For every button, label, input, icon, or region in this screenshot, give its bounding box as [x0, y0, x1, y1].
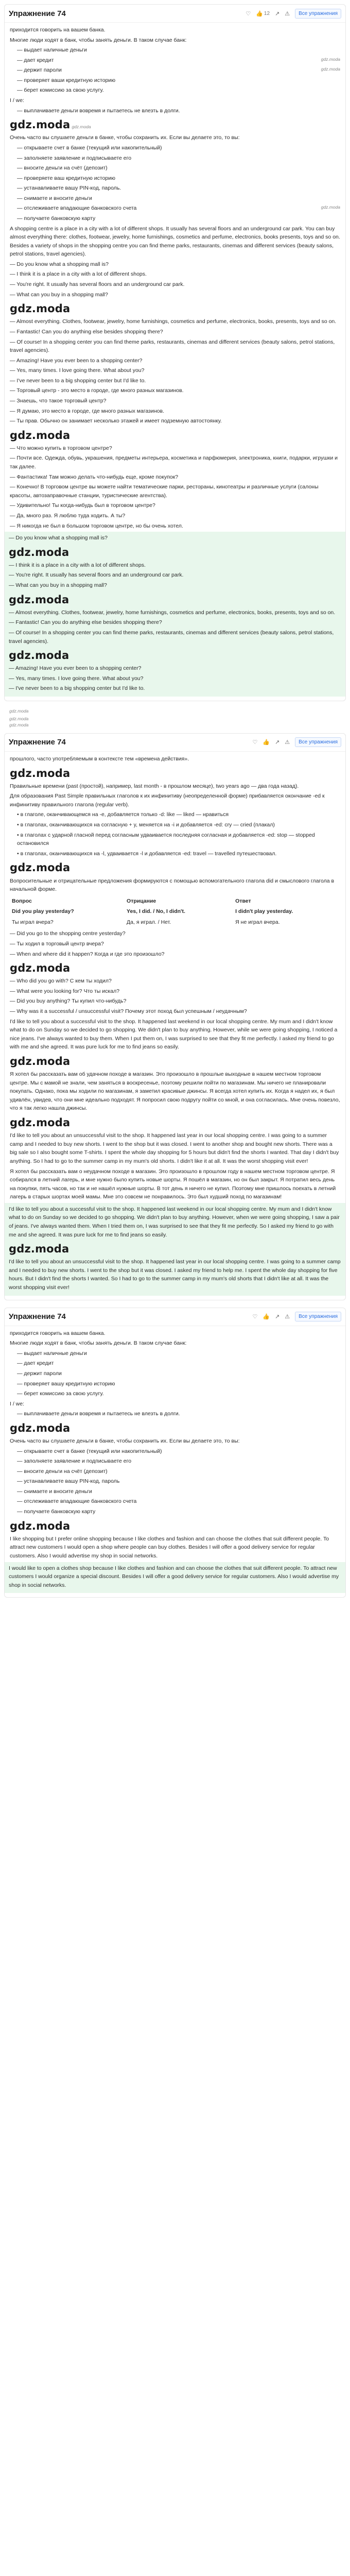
dialog-line: — Да, много раз. Я люблю туда ходить. А ты?: [10, 512, 126, 519]
list-item: — отслеживаете впадающие банковского счета gdz.moda: [17, 205, 340, 212]
watermark: gdz.moda: [10, 861, 71, 874]
all-exercises-button[interactable]: Все упражнения: [295, 737, 341, 747]
card-body: [5, 23, 345, 701]
dialog-line: — Amazing! Have you ever been to a shopping center?: [9, 665, 142, 672]
watermark: gdz.moda: [10, 962, 71, 975]
table-row: Вопрос Отрицание Ответ: [12, 897, 251, 904]
text-line: Очень часто вы слушаете деньги в банке, чтобы сохранить их. Если вы делаете это, то вы:: [10, 1437, 240, 1444]
list-item: — снимаете и вносите деньги: [17, 195, 92, 201]
dialog-line: — Almost everything. Clothes, footwear, jewelry, home furnishings, cosmetics and perfume, electronics, books, presents, toys and so on.: [10, 318, 337, 325]
list-item: — вносите деньги на счёт (депозит): [17, 1468, 108, 1475]
paragraph: I'd like to tell you about a successful visit to the shop. It happened last weekend in our local shopping centre. My mum and I didn't know what to do on Sunday so we decided to go shopping. We didn't plan to buy anything. However, when we were going shopping, I saw a pair of jeans. I've always wanted them. When I tried them on, I was surprised to see that they fit me perfectly. So I asked my friend to go with me and she agreed. It was pure luck for me to find jeans so easily.: [9, 1206, 340, 1238]
dialog-line: — Did you buy anything? Ты купил что-нибудь?: [10, 998, 127, 1005]
like-icon[interactable]: 👍: [262, 1314, 270, 1320]
list-item: — устанавливаете вашу PIN-код, пароль: [17, 1478, 120, 1485]
dialog-line: — Fantastic! Can you do anything else besides shopping there?: [10, 328, 163, 335]
dialog-line: — Amazing! Have you ever been to a shopping center?: [10, 357, 143, 364]
dialog-line: — What were you looking for? Что ты искал?: [10, 988, 120, 994]
dialog-line: — Yes, many times. I love going there. What about you?: [9, 675, 144, 682]
bookmark-icon[interactable]: ♡: [252, 1314, 258, 1320]
watermark: gdz.moda: [10, 302, 71, 315]
dialog-line: — You're right. It usually has several floors and an underground car park.: [10, 281, 185, 288]
watermark: gdz.moda: [9, 708, 29, 714]
like-count: 12: [264, 10, 270, 16]
list-item: — заполняете заявление и подписываете его: [17, 1458, 132, 1465]
all-exercises-button[interactable]: Все упражнения: [295, 1312, 341, 1321]
watermark: gdz.moda: [321, 66, 340, 72]
warning-icon[interactable]: ⚠: [285, 10, 290, 17]
exercise-title: Упражнение 74: [9, 1312, 66, 1321]
highlighted-dialog: [5, 532, 345, 697]
bookmark-icon[interactable]: ♡: [246, 10, 251, 17]
header-icons: [252, 739, 290, 745]
list-item: — выдает наличные деньги: [17, 1350, 87, 1357]
paragraph: A shopping centre is a place in a city with a lot of different shops. It usually has several floors and an underground car park. You can buy almost everything there: clothes, footwear, jewelry, home furnishings, cosmetics and perfume, electronics, books presents, toys and so on. Besides a variety of shops in the shopping centre you can find theme parks, restaurants, cinemas and different services (beauty salons, petrol stations, travel agencies).: [10, 225, 340, 258]
dialog-line: — Удивительно! Ты когда-нибудь был в торговом центре?: [10, 502, 155, 509]
list-item: — выплачиваете деньги вовремя и пытаетесь не влезть в долги.: [17, 1411, 180, 1417]
dialog-line: — Of course! In a shopping center you can find theme parks, restaurants, cinemas and different services (beauty salons, petrol stations, travel agencies).: [10, 338, 335, 354]
header-icons: [252, 1313, 290, 1320]
list-item: — вносите деньги на счёт (депозит): [17, 165, 108, 172]
watermark: gdz.moda: [9, 593, 69, 606]
watermark: gdz.moda gdz.moda: [10, 118, 91, 131]
dialog-line: — Ты ходил в торговый центр вчера?: [10, 941, 104, 947]
list-item: — держит пароли: [17, 1370, 62, 1377]
text-line: приходится говорить на вашем банка.: [10, 27, 106, 33]
text-line: Вопросительные и отрицательные предложения формируются с помощью вспомогательного глагола did и смыслового глагола в начальной форме.: [10, 877, 335, 893]
dialog-line: — Do you know what a shopping mall is?: [9, 535, 108, 541]
text-line: Правильные времени (past (простой), например, last month - в прошлом месяце), two years ago — два года назад).: [10, 783, 299, 789]
watermark: gdz.moda gdz.moda: [9, 716, 29, 727]
list-item: — получаете банковскую карту: [17, 1509, 96, 1515]
text-line: Для образования Past Simple правильных глаголов к их инфинитиву (неопределенной форме) прибавляется окончание -ed к инфинитиву правильного глагола (regular verb).: [10, 793, 325, 808]
card-header: [5, 734, 345, 752]
text-line: I / we:: [10, 97, 25, 104]
list-item: — выплачиваете деньги вовремя и пытаетесь не влезть в долги.: [17, 107, 180, 114]
dialog-line: — Yes, many times. I love going there. What about you?: [10, 367, 145, 374]
paragraph: I'd like to tell you about an unsuccessful visit to the shop. It happened last year in our local shopping centre. I was going to a summer camp and I needed to buy new shorts. I went to the shop but it was closed. I went to another shop and bought new shorts. There was a big sale so I also bought some T-shirts. I spent the whole day shopping for 5 hours but didn't find the shorts I wanted. That day I didn't buy anything. So I had to go to the summer camp in my mum's old shorts. I didn't like it at all. It was the worst shopping visit ever!: [10, 1132, 339, 1164]
list-item: — проверяет вашу кредитную историю: [17, 1380, 115, 1387]
list-item: — выдает наличные деньги: [17, 47, 87, 54]
list-item: — берет комиссию за свою услугу.: [17, 1391, 104, 1397]
dialog-line: — I think it is a place in a city with a lot of different shops.: [9, 562, 146, 568]
dialog-line: — What can you buy in a shopping mall?: [9, 582, 107, 589]
dialog-line: — Знаешь, что такое торговый центр?: [10, 398, 107, 404]
text-line: Многие люди ходят в банк, чтобы занять деньги. В таком случае банк:: [10, 1340, 187, 1347]
dialog-line: — Ты прав. Обычно он занимает несколько этажей и имеет подземную автостоянку.: [10, 418, 222, 425]
list-item: • в глаголах, оканчивающихся на -l, удваивается -l и добавляется -ed: travel — travelled путешествовал.: [17, 850, 277, 857]
share-icon[interactable]: ↗: [275, 1314, 280, 1320]
list-item: — устанавливаете вашу PIN-код, пароль.: [17, 185, 121, 192]
highlighted-story: [5, 1203, 345, 1296]
card-body: [5, 752, 345, 1300]
text-line: Многие люди ходят в банк, чтобы занять деньги. В таком случае банк:: [10, 37, 187, 43]
list-item: — заполняете заявление и подписываете его: [17, 155, 132, 161]
watermark: gdz.moda: [9, 1243, 69, 1256]
dialog-line: — Фантастика! Там можно делать что-нибудь еще, кроме покупок?: [10, 473, 179, 480]
paragraph: I would like to open a clothes shop because I like clothes and fashion and can choose the clothes that suit different people. To attract new customers I would organize a special discount. Besides I will offer a good delivery service for regular customers. Also I would advertise my shop in social networks.: [9, 1565, 339, 1588]
card-header: [5, 5, 345, 23]
dialog-line: — Торговый центр - это место в городе, где много разных магазинов.: [10, 387, 184, 394]
dialog-line: — Almost everything. Clothes, footwear, jewelry, home furnishings, cosmetics and perfume, electronics, books, presents, toys and so on.: [9, 609, 336, 616]
dialog-line: — Конечно! В торговом центре вы можете найти тематические парки, рестораны, кинотеатры и различные услуги (салоны красоты, автозаправочные станции, туристические агентства).: [10, 484, 319, 499]
text-line: Очень часто вы слушаете деньги в банке, чтобы сохранить их. Если вы делаете это, то вы:: [10, 134, 240, 141]
dialog-line: — Do you know what a shopping mall is?: [10, 261, 109, 267]
grammar-table: [10, 896, 340, 928]
paragraph: Я хотел бы рассказать вам об удачном походе в магазин. Это произошло в прошлые выходные в нашем местном торговом центре. Мы с мамой не знали, чем заняться в воскресенье, поэтому решили пойти по магазинам. Мы ничего не планировали покупать. Однако, пока мы ходили по магазинам, я заметил красивые джинсы. Я всегда хотел купить их. Когда я надел их, я был удивлён, увидев, что они мне идеально подходят. Я попросил свою подругу пойти со мной, и она согласилась. Мне очень повезло, что я так легко нашла джинсы.: [10, 1071, 340, 1112]
exercise-title: Упражнение 74: [9, 738, 66, 747]
dialog-line: — Why was it a successful / unsuccessful visit? Почему этот поход был успешным / неудачным?: [10, 1008, 247, 1015]
list-item: — получаете банковскую карту: [17, 215, 96, 222]
share-icon[interactable]: ↗: [275, 739, 280, 746]
watermark: gdz.moda: [10, 429, 71, 442]
card-body: [5, 1326, 345, 1598]
exercise-card-1: [4, 4, 346, 701]
all-exercises-button[interactable]: Все упражнения: [295, 9, 341, 19]
list-item: — берет комиссию за свою услугу.: [17, 87, 104, 94]
text-line: I / we:: [10, 1400, 25, 1407]
dialog-line: — When and where did it happen? Когда и где это произошло?: [10, 951, 165, 957]
paragraph: I'd like to tell you about an unsuccessful visit to the shop. It happened last year in our local shopping centre. I was going to a summer camp and I needed to buy new shorts. I went to the shop but it was closed. I asked my friend to help me. I spent the whole day shopping for five hours. But I didn't find the shorts I wanted. So I had to go to the summer camp in my mum's old shorts that I didn't like at all. It was the worst shopping visit ever!: [9, 1259, 341, 1291]
paragraph: I like shopping but I prefer online shopping because I like clothes and fashion and can choose the clothes that suit different people. To attract new customers I would open a shop where people can buy clothes. Besides I will offer a good delivery service for regular customers. Also I would advertise my shop in social networks.: [10, 1535, 329, 1559]
dialog-line: — You're right. It usually has several floors and an underground car park.: [9, 572, 184, 579]
warning-icon[interactable]: ⚠: [285, 739, 290, 746]
dialog-line: — Что можно купить в торговом центре?: [10, 445, 112, 451]
list-item: — дает кредит gdz.moda: [17, 56, 340, 63]
list-item: • в глаголе, оканчивающемся на -e, добавляется только -d: like — liked — нравиться: [17, 811, 229, 818]
dialog-line: — What can you buy in a shopping mall?: [10, 291, 108, 298]
watermark: gdz.moda: [10, 1519, 71, 1532]
watermark: gdz.moda: [321, 56, 340, 62]
dialog-line: — Я думаю, это место в городе, где много разных магазинов.: [10, 408, 164, 414]
warning-icon[interactable]: ⚠: [285, 1314, 290, 1320]
list-item: — проверяете ваш кредитную историю: [17, 175, 115, 181]
exercise-card-2: [4, 733, 346, 1300]
list-item: — держит пароли gdz.moda: [17, 66, 340, 74]
watermark: gdz.moda: [9, 649, 69, 662]
dialog-line: — Did you go to the shopping centre yesterday?: [10, 930, 126, 937]
table-row: Did you play yesterday? Yes, I did. / No, I didn't. I didn't play yesterday.: [12, 908, 293, 915]
watermark: gdz.moda: [10, 767, 71, 779]
exercise-card-3: [4, 1308, 346, 1598]
watermark: gdz.moda: [10, 1055, 71, 1067]
dialog-line: — I think it is a place in a city with a lot of different shops.: [10, 271, 147, 278]
header-icons: [246, 10, 290, 17]
list-item: — открываете счет в банке (текущий или накопительный): [17, 1448, 162, 1454]
list-item: — дает кредит: [17, 1360, 54, 1367]
dialog-line: — I've never been to a big shopping center but I'd like to.: [10, 377, 146, 384]
table-row: Ты играл вчера? Да, я играл. / Нет. Я не играл вчера.: [12, 919, 280, 925]
dialog-line: — Почти все. Одежда, обувь, украшения, предметы интерьера, косметика и парфюмерия, электроника, книги, подарки, игрушки и так далее.: [10, 455, 338, 470]
list-item: — открываете счет в банке (текущий или накопительный): [17, 144, 162, 151]
list-item: — отслеживаете впадающие банковского счета: [17, 1498, 137, 1505]
watermark: gdz.moda: [10, 1116, 71, 1129]
highlighted-answer: [5, 1562, 345, 1594]
like-icon[interactable]: 👍: [262, 739, 270, 746]
list-item: • в глаголах с ударной гласной перед согласным удваивается последняя согласная и добавляется -ed: stop — stopped остановился: [17, 832, 315, 847]
bookmark-icon[interactable]: ♡: [252, 739, 258, 746]
dialog-line: — Of course! In a shopping center you can find theme parks, restaurants, cinemas and different services (beauty salons, petrol stations, travel agencies).: [9, 629, 334, 645]
exercise-title: Упражнение 74: [9, 9, 66, 18]
share-icon[interactable]: ↗: [275, 10, 280, 17]
dialog-line: — I've never been to a big shopping center but I'd like to.: [9, 685, 145, 692]
dialog-line: — Я никогда не был в большом торговом центре, но бы очень хотел.: [10, 522, 183, 529]
text-line: прошлого, часто употребляемым в контексте тем «времена действия».: [10, 755, 189, 762]
dialog-line: — Fantastic! Can you do anything else besides shopping there?: [9, 619, 162, 626]
watermark: gdz.moda: [9, 546, 69, 558]
list-item: — проверяет ваши кредитную историю: [17, 77, 116, 83]
like-icon[interactable]: 👍 12: [256, 10, 270, 17]
list-item: — снимаете и вносите деньги: [17, 1488, 92, 1495]
paragraph: I'd like to tell you about a successful visit to the shop. It happened last weekend in our local shopping centre. My mum and I didn't know what to do on Sunday so we decided to go shopping. We didn't plan to buy anything. However, while we were going shopping, I noticed a nice jeans. I've always wanted to buy them. When I put them on, I was surprised to see that they fit me perfectly. I asked my friend to go with me and she agreed. It was pure luck for me to find jeans so easily.: [10, 1018, 338, 1050]
list-item: • в глаголах, оканчивающихся на согласную + y, меняется на -i и добавляется -ed: cry — cried (плакал): [17, 822, 275, 828]
text-line: приходится говорить на вашем банка.: [10, 1330, 106, 1336]
watermark: gdz.moda: [10, 1421, 71, 1434]
card-header: [5, 1308, 345, 1326]
dialog-line: — Who did you go with? С кем ты ходил?: [10, 978, 112, 985]
paragraph: Я хотел бы рассказать вам о неудачном походе в магазин. Это произошло в прошлом году в нашем местном торговом центре. Я собирался в летний лагерь, и мне нужно было купить новые шорты. Я пошёл в магазин, но он был закрыт. Я потратил весь день на покупки, пять часов, но так и не нашёл нужные шорты. В тот день я ничего не купил. Поэтому мне пришлось поехать в летний лагерь в старых шортах моей мамы. Мне это совсем не понравилось. Это был худший поход по магазинам!: [10, 1168, 336, 1200]
